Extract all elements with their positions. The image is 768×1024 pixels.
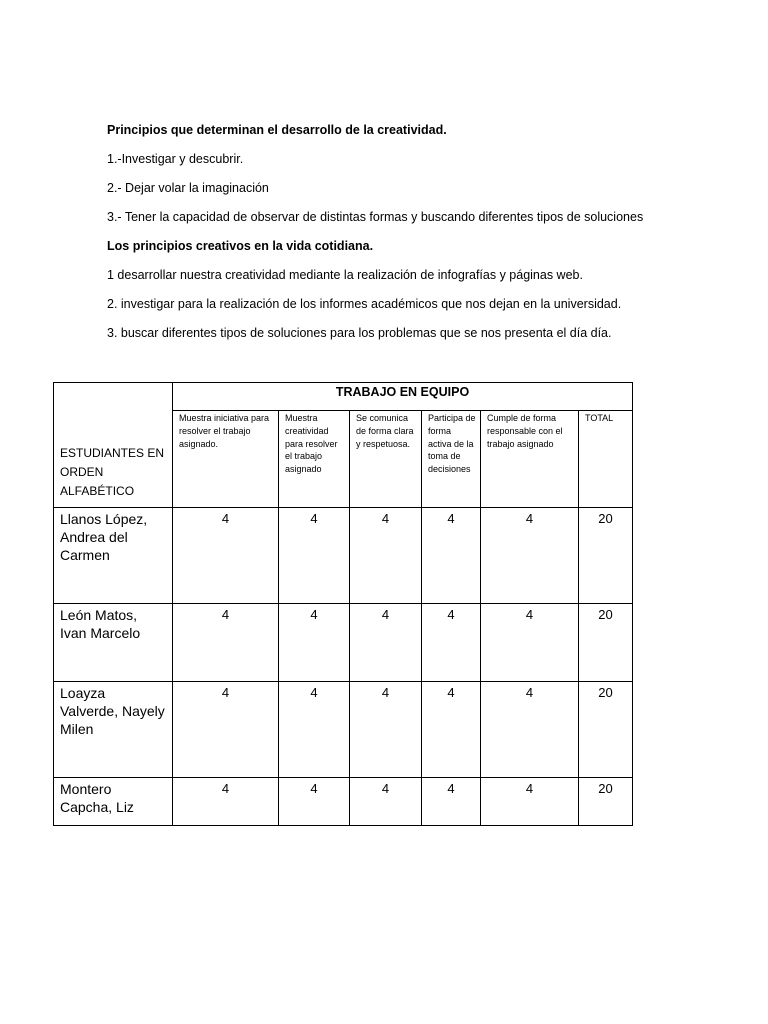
table-row: [54, 604, 633, 682]
daily-item-3: 3. buscar diferentes tipos de soluciones para los problemas que se nos presenta el día día.: [107, 326, 612, 340]
score-cell: 4: [173, 778, 279, 826]
score-cell: 4: [422, 604, 481, 682]
student-name: León Matos, Ivan Marcelo: [54, 604, 173, 682]
criterion-communication: Se comunica de forma clara y respetuosa.: [350, 411, 422, 508]
table-title: TRABAJO EN EQUIPO: [173, 383, 633, 411]
daily-item-1: 1 desarrollar nuestra creatividad mediante la realización de infografías y páginas web.: [107, 268, 583, 282]
student-name: Loayza Valverde, Nayely Milen: [54, 682, 173, 778]
teamwork-table: [53, 382, 633, 826]
score-cell: 4: [279, 778, 350, 826]
score-cell: 4: [422, 778, 481, 826]
score-cell: 4: [422, 682, 481, 778]
students-header: ESTUDIANTES EN ORDEN ALFABÉTICO: [54, 383, 173, 508]
criterion-responsibility: Cumple de forma responsable con el trabajo asignado: [481, 411, 579, 508]
score-cell: 4: [350, 604, 422, 682]
score-cell: 4: [481, 604, 579, 682]
total-cell: 20: [579, 508, 633, 604]
score-cell: 4: [481, 682, 579, 778]
table-row: [54, 682, 633, 778]
criterion-creativity: Muestra creatividad para resolver el trabajo asignado: [279, 411, 350, 508]
daily-item-2: 2. investigar para la realización de los informes académicos que nos dejan en la universidad.: [107, 297, 622, 311]
score-cell: 4: [481, 508, 579, 604]
score-cell: 4: [350, 682, 422, 778]
total-cell: 20: [579, 778, 633, 826]
score-cell: 4: [350, 778, 422, 826]
criterion-participation: Participa de forma activa de la toma de decisiones: [422, 411, 481, 508]
student-name: Montero Capcha, Liz: [54, 778, 173, 826]
score-cell: 4: [279, 604, 350, 682]
table-row: [54, 508, 633, 604]
score-cell: 4: [422, 508, 481, 604]
score-cell: 4: [481, 778, 579, 826]
total-cell: 20: [579, 682, 633, 778]
principle-item-1: 1.-Investigar y descubrir.: [107, 152, 244, 166]
score-cell: 4: [173, 508, 279, 604]
score-cell: 4: [279, 682, 350, 778]
heading-daily-life: Los principios creativos en la vida cotidiana.: [107, 239, 374, 253]
student-name: Llanos López, Andrea del Carmen: [54, 508, 173, 604]
heading-principles: Principios que determinan el desarrollo de la creatividad.: [107, 123, 447, 137]
score-cell: 4: [279, 508, 350, 604]
total-cell: 20: [579, 604, 633, 682]
principle-item-2: 2.- Dejar volar la imaginación: [107, 181, 269, 195]
score-cell: 4: [173, 682, 279, 778]
criterion-initiative: Muestra iniciativa para resolver el trabajo asignado.: [173, 411, 279, 508]
score-cell: 4: [173, 604, 279, 682]
score-cell: 4: [350, 508, 422, 604]
table-row: [54, 778, 633, 826]
criterion-total: TOTAL: [579, 411, 633, 508]
principle-item-3: 3.- Tener la capacidad de observar de distintas formas y buscando diferentes tipos de soluciones: [107, 210, 644, 224]
